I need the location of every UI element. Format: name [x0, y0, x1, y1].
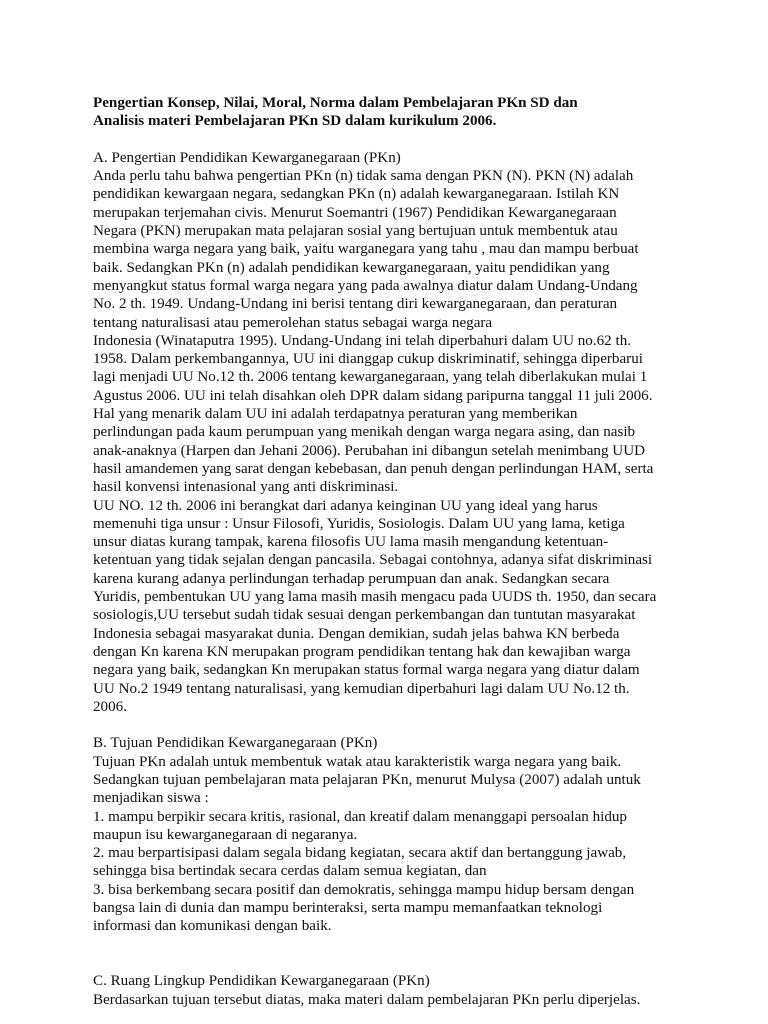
- paragraph-line: unsur diatas kurang tampak, karena filosofis UU lama masih mengandung ketentuan-: [93, 534, 609, 551]
- paragraph-line: merupakan terjemahan civis. Menurut Soemantri (1967) Pendidikan Kewarganegaraan: [93, 204, 617, 221]
- paragraph-line: perlindungan pada kaum perumpuan yang menikah dengan warga negara asing, dan nasib: [93, 424, 636, 441]
- paragraph-line: Sedangkan tujuan pembelajaran mata pelajaran PKn, menurut Mulysa (2007) adalah untuk: [93, 771, 641, 788]
- paragraph-line: lagi menjadi UU No.12 th. 2006 tentang kewarganegaraan, yang telah diberlakukan mulai 1: [93, 369, 648, 386]
- section-a-heading: A. Pengertian Pendidikan Kewarganegaraan (PKn): [93, 149, 401, 166]
- title-line: Analisis materi Pembelajaran PKn SD dalam kurikulum 2006.: [93, 113, 497, 130]
- paragraph-line: Hal yang menarik dalam UU ini adalah terdapatnya peraturan yang memberikan: [93, 406, 578, 423]
- spacer: [93, 131, 693, 149]
- paragraph-line: UU No.2 1949 tentang naturalisasi, yang kemudian diperbahuri lagi dalam UU No.12 th.: [93, 680, 630, 697]
- paragraph-line: menyangkut status formal warga negara yang pada awalnya diatur dalam Undang-Undang: [93, 277, 638, 294]
- paragraph-line: hasil amandemen yang sarat dengan kebebasan, dan penuh dengan perlindungan HAM, serta: [93, 460, 654, 477]
- section-c-heading: C. Ruang Lingkup Pendidikan Kewarganegaraan (PKn): [93, 973, 430, 990]
- list-item-line: maupun isu kewarganegaraan di negaranya.: [93, 826, 358, 843]
- document-title: [93, 94, 693, 131]
- paragraph-line: No. 2 th. 1949. Undang-Undang ini berisi tentang diri kewarganegaraan, dan peraturan: [93, 296, 618, 313]
- spacer: [93, 936, 693, 973]
- document-page: [93, 94, 693, 1009]
- paragraph-line: karena kurang adanya perlindungan terhadap perumpuan dan anak. Sedangkan secara: [93, 570, 610, 587]
- paragraph-line: sosiologis,UU tersebut sudah tidak sesuai dengan perkembangan dan tuntutan masyarakat: [93, 607, 636, 624]
- paragraph-line: Anda perlu tahu bahwa pengertian PKn (n) tidak sama dengan PKN (N). PKN (N) adalah: [93, 168, 634, 185]
- paragraph-line: hasil konvensi intenasional yang anti diskriminasi.: [93, 479, 399, 496]
- list-item-line: bangsa lain di dunia dan mampu berinteraksi, serta mampu memanfaatkan teknologi: [93, 900, 603, 917]
- paragraph-line: baik. Sedangkan PKn (n) adalah pendidikan kewarganegaraan, yaitu pendidikan yang: [93, 259, 610, 276]
- section-b: [93, 734, 693, 935]
- list-item-line: sehingga bisa bertindak secara cerdas dalam semua kegiatan, dan: [93, 863, 487, 880]
- paragraph-line: anak-anaknya (Harpen dan Jehani 2006). Perubahan ini dibangun setelah menimbang UUD: [93, 442, 646, 459]
- paragraph-line: UU NO. 12 th. 2006 ini berangkat dari adanya keinginan UU yang ideal yang harus: [93, 497, 598, 514]
- paragraph-line: Indonesia sebagai masyarakat dunia. Dengan demikian, sudah jelas bahwa KN berbeda: [93, 625, 620, 642]
- paragraph-line: Yuridis, pembentukan UU yang lama masih masih mengacu pada UUDS th. 1950, dan secara: [93, 589, 657, 606]
- section-a: [93, 149, 693, 716]
- paragraph-line: dengan Kn karena KN merupakan program pendidikan tentang hak dan kewajiban warga: [93, 643, 631, 660]
- title-line: Pengertian Konsep, Nilai, Moral, Norma dalam Pembelajaran PKn SD dan: [93, 95, 578, 111]
- paragraph-line: ketentuan yang tidak sejalan dengan pancasila. Sebagai contohnya, adanya sifat diskriminasi: [93, 552, 653, 569]
- section-b-heading: B. Tujuan Pendidikan Kewarganegaraan (PKn): [93, 735, 378, 752]
- paragraph-line: tentang naturalisasi atau pemerolehan status sebagai warga negara: [93, 314, 493, 331]
- list-item-line: informasi dan komunikasi dengan baik.: [93, 918, 332, 935]
- paragraph-line: Agustus 2006. UU ini telah disahkan oleh DPR dalam sidang paripurna tanggal 11 juli 2006.: [93, 387, 653, 404]
- paragraph-line: menjadikan siswa :: [93, 790, 209, 807]
- section-c: [93, 972, 693, 1009]
- spacer: [93, 716, 693, 734]
- paragraph-line: negara yang baik, sedangkan Kn merupakan status formal warga negara yang diatur dalam: [93, 662, 640, 679]
- paragraph-line: 1958. Dalam perkembangannya, UU ini dianggap cukup diskriminatif, sehingga diperbarui: [93, 351, 643, 368]
- list-item-line: 2. mau berpartisipasi dalam segala bidang kegiatan, secara aktif dan bertanggung jawab,: [93, 845, 627, 862]
- paragraph-line: membina warga negara yang baik, yaitu warganegara yang tahu , mau dan mampu berbuat: [93, 241, 639, 258]
- list-item-line: 3. bisa berkembang secara positif dan demokratis, sehingga mampu hidup bersam dengan: [93, 881, 635, 898]
- paragraph-line: pendidikan kewargaan negara, sedangkan PKn (n) adalah kewarganegaraan. Istilah KN: [93, 186, 620, 203]
- paragraph-line: Indonesia (Winataputra 1995). Undang-Undang ini telah diperbahuri dalam UU no.62 th.: [93, 332, 632, 349]
- paragraph-line: Berdasarkan tujuan tersebut diatas, maka materi dalam pembelajaran PKn perlu diperjelas.: [93, 991, 641, 1008]
- list-item-line: 1. mampu berpikir secara kritis, rasional, dan kreatif dalam menanggapi persoalan hidup: [93, 808, 627, 825]
- paragraph-line: Tujuan PKn adalah untuk membentuk watak atau karakteristik warga negara yang baik.: [93, 753, 622, 770]
- paragraph-line: memenuhi tiga unsur : Unsur Filosofi, Yuridis, Sosiologis. Dalam UU yang lama, ketiga: [93, 515, 625, 532]
- paragraph-line: Negara (PKN) merupakan mata pelajaran sosial yang bertujuan untuk membentuk atau: [93, 223, 618, 240]
- paragraph-line: 2006.: [93, 698, 127, 715]
